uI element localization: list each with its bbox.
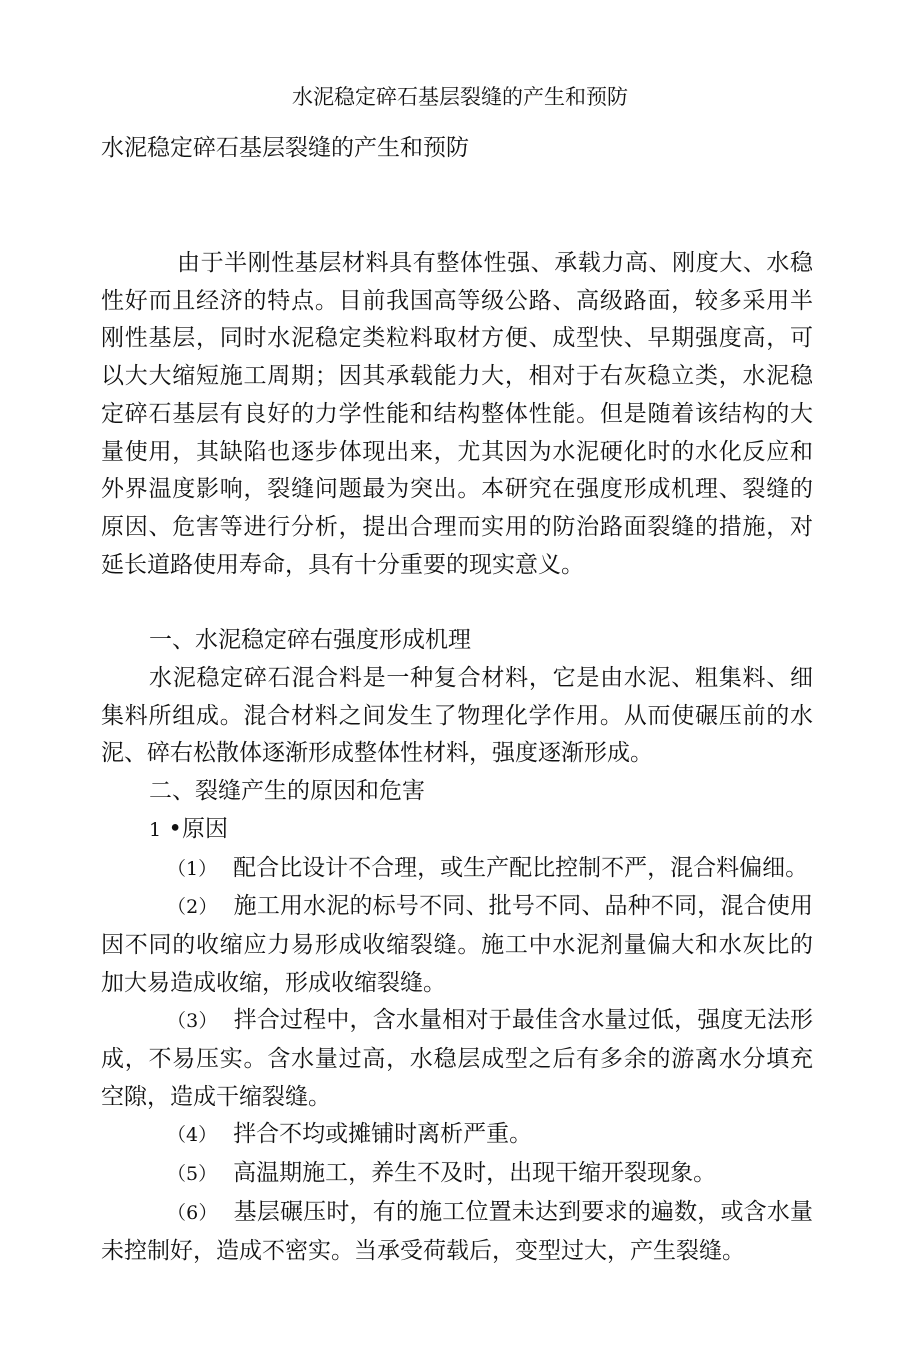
cause-number: （4） bbox=[167, 1124, 218, 1147]
cause-item bbox=[101, 1002, 813, 1116]
cause-number: （5） bbox=[167, 1163, 218, 1186]
cause-number: （3） bbox=[167, 1010, 218, 1033]
subheading-number: 1 bbox=[149, 818, 162, 841]
section2-heading: 二、裂缝产生的原因和危害 bbox=[149, 778, 425, 805]
cause-text: 施工用水泥的标号不同、批号不同、品种不同，混合使用因不同的收缩应力易形成收缩裂缝。施工中水泥剂量偏大和水灰比的加大易造成收缩，形成收缩裂缝。 bbox=[101, 893, 814, 996]
cause-item bbox=[101, 1194, 813, 1270]
intro-paragraph: 由于半刚性基层材料具有整体性强、承载力高、刚度大、水稳性好而且经济的特点。目前我国高等级公路、高级路面，较多采用半刚性基层，同时水泥稳定类粒料取材方便、成型快、早期强度高，可以大大缩短施工周期；因其承载能力大，相对于右灰稳立类，水泥稳定碎石基层有良好的力学性能和结构整体性能。但是随着该结构的大量使用，其缺陷也逐步体现出来，尤其因为水泥硬化时的水化反应和外界温度影响，裂缝问题最为突出。本研究在强度形成机理、裂缝的原因、危害等进行分析，提出合理而实用的防治路面裂缝的措施，对延长道路使用寿命，具有十分重要的现实意义。 bbox=[101, 250, 813, 578]
section1-heading: 一、水泥稳定碎右强度形成机理 bbox=[149, 627, 471, 654]
cause-text: 拌合过程中，含水量相对于最佳含水量过低，强度无法形成，不易压实。含水量过高，水稳层成型之后有多余的游离水分填充空隙，造成干缩裂缝。 bbox=[101, 1007, 814, 1110]
cause-number: （6） bbox=[167, 1201, 218, 1224]
cause-item bbox=[101, 888, 813, 1002]
document-title: 水泥稳定碎石基层裂缝的产生和预防 bbox=[101, 135, 469, 161]
page-header-title: 水泥稳定碎石基层裂缝的产生和预防 bbox=[292, 85, 628, 109]
document-body bbox=[101, 245, 813, 1270]
cause-number: （2） bbox=[167, 896, 218, 919]
cause-number: （1） bbox=[167, 857, 218, 880]
section2-subheading bbox=[101, 811, 813, 850]
cause-item bbox=[101, 1155, 813, 1194]
cause-item bbox=[101, 1116, 813, 1155]
cause-item bbox=[101, 850, 813, 889]
cause-text: 拌合不均或摊铺时离析严重。 bbox=[233, 1121, 533, 1148]
subheading-label: •原因 bbox=[168, 815, 228, 842]
section1-paragraph: 水泥稳定碎石混合料是一种复合材料，它是由水泥、粗集料、细集料所组成。混合材料之间发生了物理化学作用。从而使碾压前的水泥、碎右松散体逐渐形成整体性材料，强度逐渐形成。 bbox=[101, 665, 813, 767]
cause-text: 基层碾压时，有的施工位置未达到要求的遍数，或含水量未控制好，造成不密实。当承受荷载后，变型过大，产生裂缝。 bbox=[101, 1198, 814, 1264]
cause-text: 配合比设计不合理，或生产配比控制不严，混合料偏细。 bbox=[233, 854, 809, 881]
cause-text: 高温期施工，养生不及时，出现干缩开裂现象。 bbox=[233, 1160, 717, 1187]
